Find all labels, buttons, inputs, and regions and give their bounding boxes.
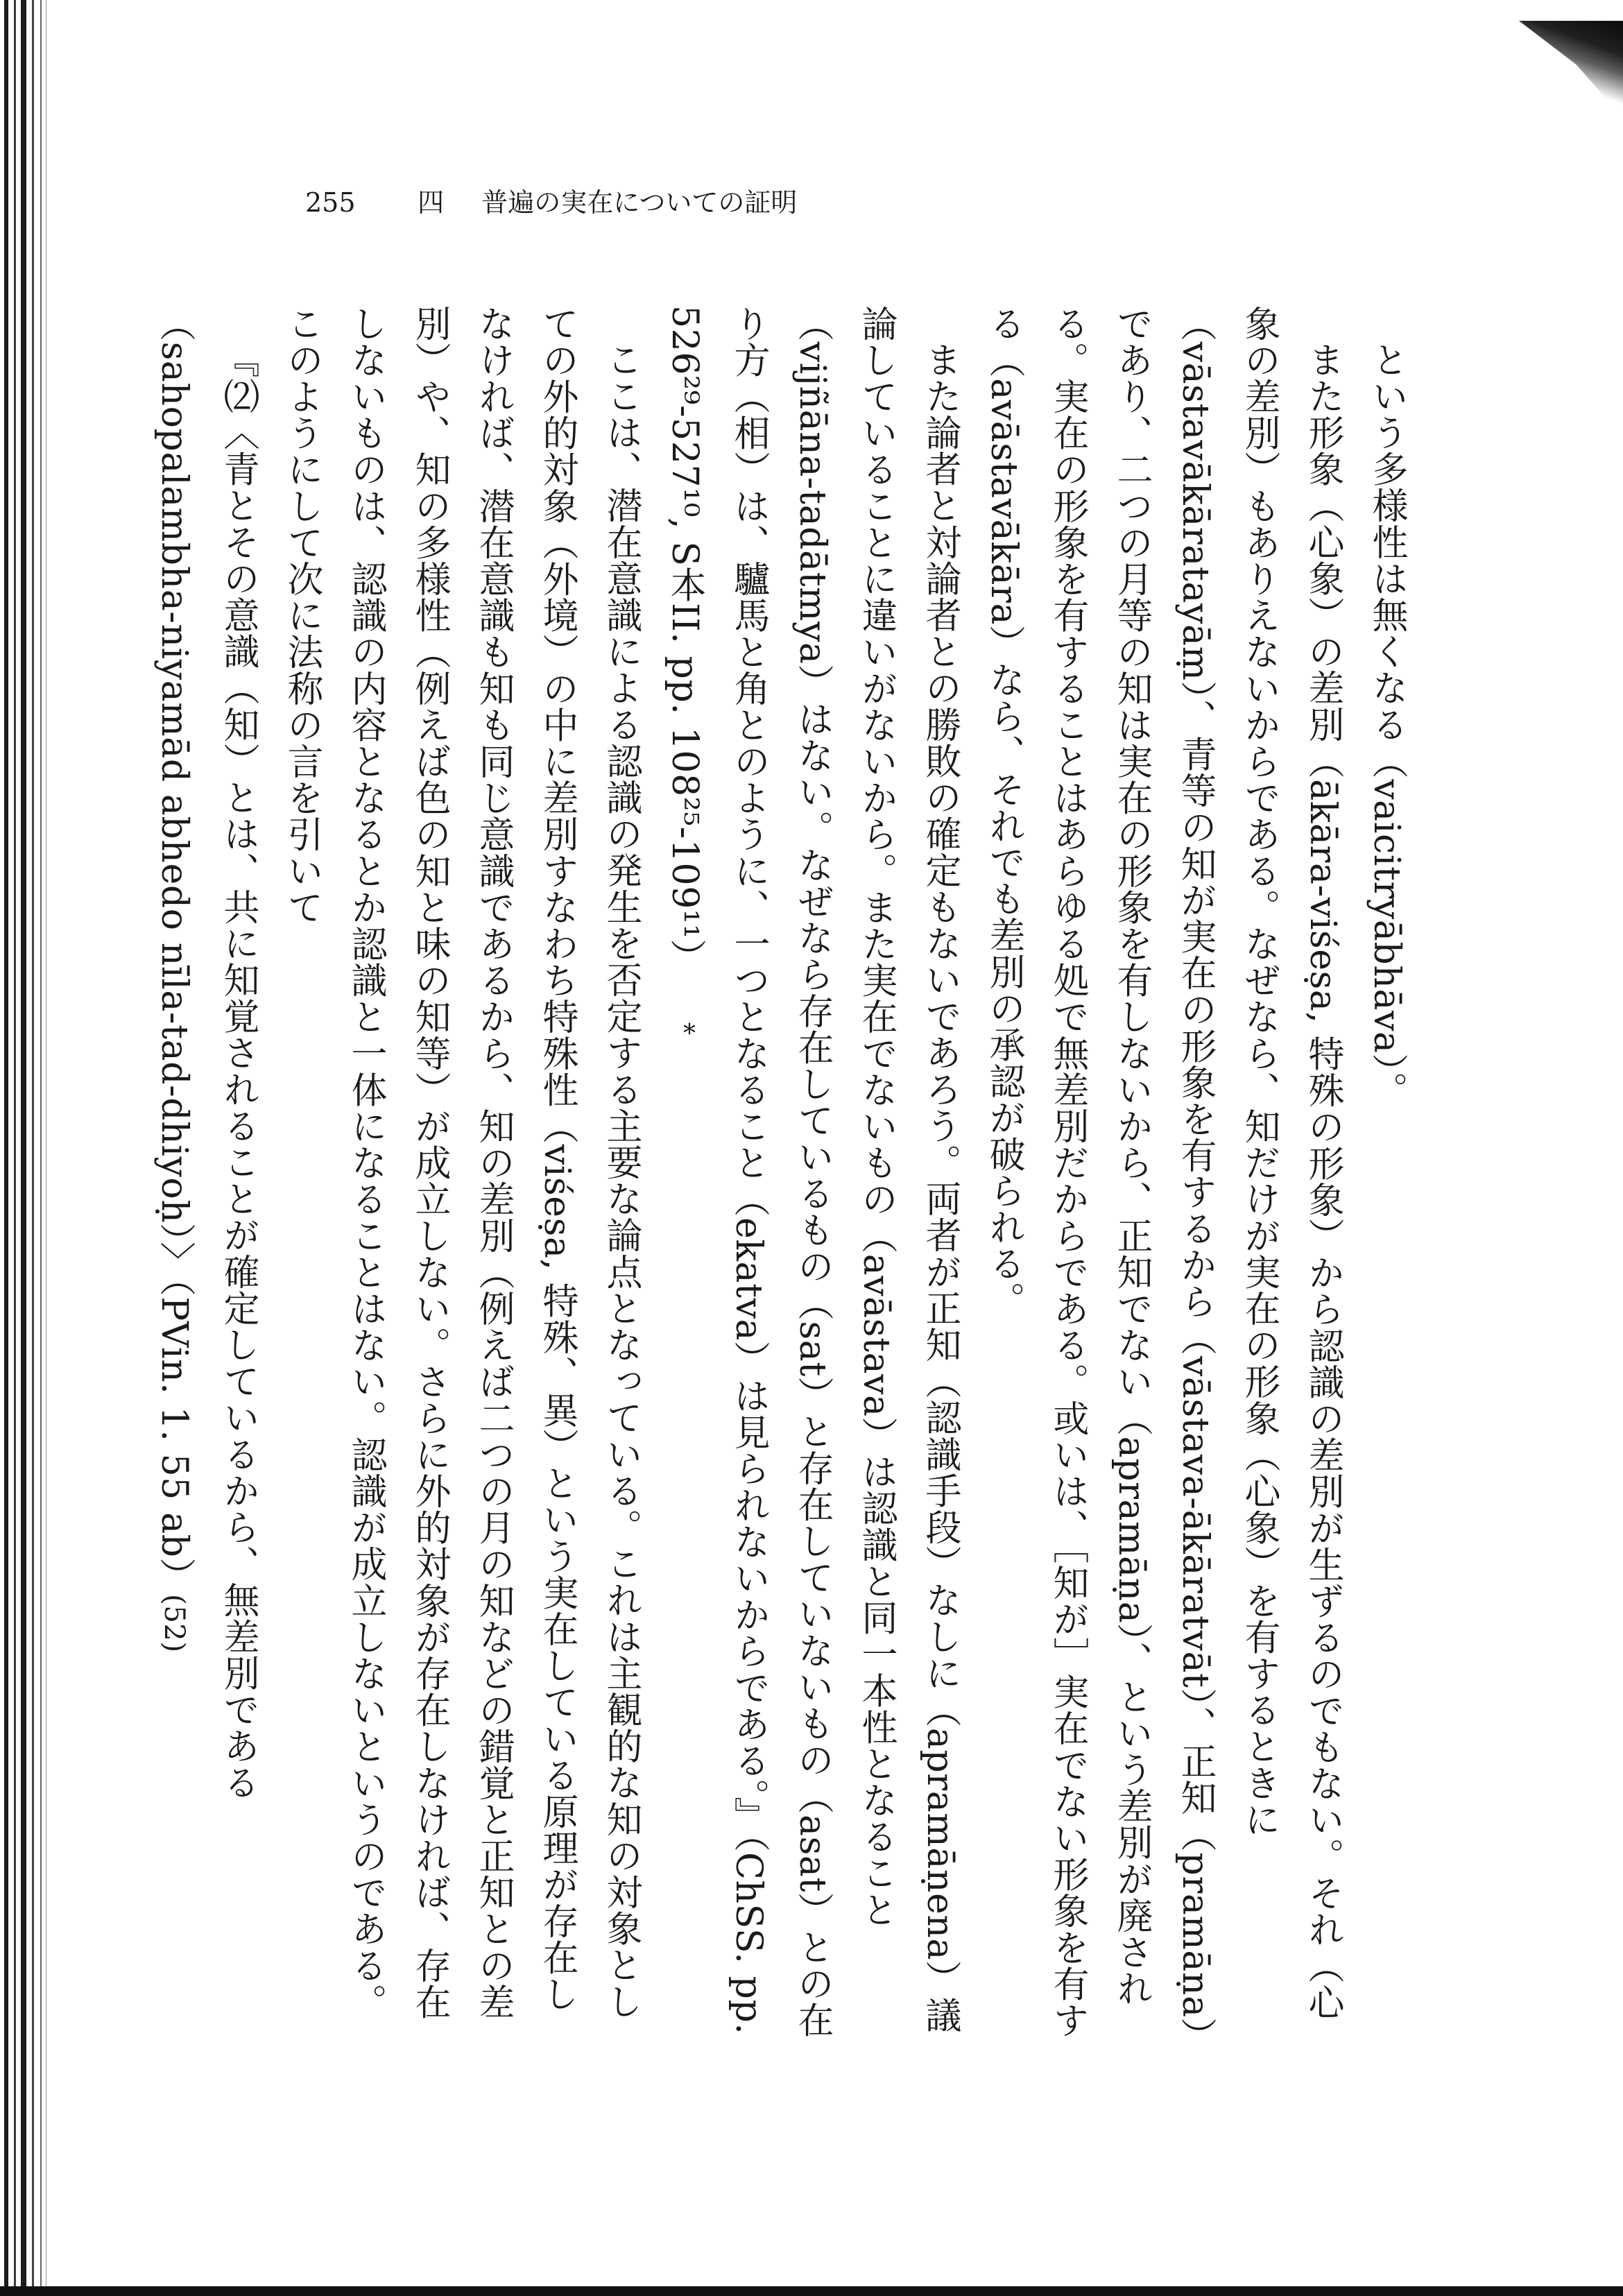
paragraph-3: また論者と対論者との勝敗の確定もないであろう。両者が正知（認識手段）なしに（apramāṇena）議論していることに違いがないから。また実在でないもの（avāstava）は認識と同一本性となること（vijñāna-tadātmya）はない。なぜなら存在しているもの（sat）と存在していないもの（asat）との在り方（相）は、驢馬と角とのように、一つとなること（ekatva）は見られないからである。』（ChSS. pp. 526²⁹-527¹⁰, S本II. pp. 108²⁵-109¹¹） (664, 305, 961, 2039)
paragraph-2: また形象（心象）の差別（ākāra-viśeṣa, 特殊の形象）から認識の差別が生ずるのでもない。それ（心象の差別）もありえないからである。なぜなら、知だけが実在の形象（心象）を有するときに（vāstavākāratayāṃ）、青等の知が実在の形象を有するから（vāstava-ākāratvāt）、正知（pramāṇa）であり、二つの月等の知は実在の形象を有しないから、正知でない（apramāṇa）、という差別が廃される。実在の形象を有することはあらゆる処で無差別だからである。或いは、［知が］実在でない形象を有する（avāstavākāra）なら、それでも差別の承認が破られる。 (983, 305, 1343, 2039)
scan-binding-edge (14, 0, 16, 2296)
chapter-number: 四 (418, 187, 445, 218)
asterisk-mark: * (683, 1020, 696, 1048)
paragraph-4-text: ここは、潜在意識による認識の発生を否定する主要な論点となっている。これは主観的な知の対象としての外的対象（外境）の中に差別すなわち特殊性（viśeṣa, 特殊、異）という実在している原理が存在しなければ、潜在意識も知も同じ意識であるから、知の差別（例えば二つの月の知などの錯覚と正知との差別）や、知の多様性（例えば色の知と味の知等）が成立しない。さらに外的対象が存在しなければ、存在しないものは、認識の内容となるとか認識と一体になることはない。認識が成立しないというのである。このようにして次に法称の言を引いて (281, 305, 642, 2021)
scan-binding-edge (32, 0, 34, 2296)
vertical-body-text (153, 305, 1418, 2039)
scan-binding-edge (21, 0, 26, 2296)
page-number: 255 (305, 187, 356, 218)
chapter-title: 普遍の実在についての証明 (481, 187, 798, 218)
paragraph-5 (142, 305, 270, 2039)
footnote-reference: (52) (158, 1594, 190, 1653)
paragraph-1: という多様性は無くなる（vaicitryābhāva）。 (1366, 341, 1407, 1108)
scan-bottom-edge (0, 2286, 1623, 2296)
scan-binding-edge (4, 0, 8, 2296)
running-header (305, 182, 1346, 223)
paragraph-4 (270, 305, 653, 2039)
paragraph-5-text: 『⑵〈青とその意識（知）とは、共に知覚されることが確定しているから、無差別である（sahopalambha-niyamād abhedo nīla-tad-dhiyoḥ）〉（PVin. 1. 55 ab） (153, 305, 259, 1801)
scan-binding-edge (40, 0, 42, 2296)
scan-corner-shadow (1519, 21, 1623, 118)
